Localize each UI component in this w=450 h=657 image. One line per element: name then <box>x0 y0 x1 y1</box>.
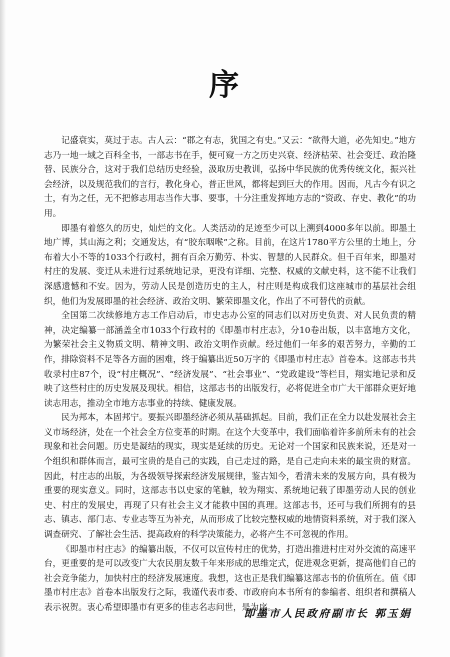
preface-title: 序 <box>209 68 241 103</box>
paragraph-5: 《即墨市村庄志》的编纂出版，不仅可以宣传村庄的优势，打造出推进村庄对外交流的高速平台，更重要的是可以改变广大农民朋友数千年来形成的思维定式，促进观念更新，提高他们自己的社会竞争能力，加快村庄的经济发展速度。我想，这也正是我们编纂这部志书的价值所在。值《即墨市村庄志》首卷本出版发行之际，我谨代表市委、市政府向本书所有的参编者、组织者和撰稿人表示祝贺。衷心希望即墨市有更多的佳志名志问世，是为序。 <box>44 544 416 613</box>
paragraph-4: 民为邦本，本固邦宁。要振兴即墨经济必须从基础抓起。目前，我们正在全力以赴发展社会主义市场经济，处在一个社会全方位变革的时期。在这个大变革中，我们面临着许多前所未有的社会现象和社会问题。历史是凝结的现实，现实是延续的历史。无论对一个国家和民族来说，还是对一个组织和群体而言，最可宝贵的是自己的实践，自己走过的路，是自己走向未来的最宝贵的财富。因此，村庄志的出版，为各级领导探索经济发展规律，鉴古知今，看清未来的发展方向，具有极为重要的现实意义。同时，这部志书以史家的笔触，较为翔实、系统地记载了即墨劳动人民的创业史、村庄的发展史，再现了只有社会主义才能救中国的真理。这部志书，还可与我们所拥有的县志、镇志、部门志、专业志等互为补充，从而形成了比较完整权威的地情资料系统，对于我们深入调查研究、了解社会生活、提高政府的科学决策能力，必将产生不可忽视的作用。 <box>44 413 416 541</box>
paragraph-3: 全国第二次续修地方志工作启动后，市史志办公室的同志们以对历史负责、对人民负责的精神，决定编纂一部涵盖全市1033个行政村的《即墨市村庄志》，分10卷出版，以丰富地方文化，为繁荣社会主义物质文明、精神文明、政治文明作贡献。经过他们一年多的艰苦努力，辛勤的工作，排除资料不足等各方面的困难，终于编纂出近50万字的《即墨市村庄志》首卷本。这部志书共收录村庄87个，设“村庄概况”、“经济发展”、“社会事业”、“党政建设”等栏目，翔实地记录和反映了这些村庄的历史发展及现状。相信，这部志书的出版发行，必将促进全市广大干部群众更好地读志用志，推动全市地方志事业的持续、健康发展。 <box>44 311 416 409</box>
preface-body <box>44 134 416 616</box>
author-signature: 即墨市人民政府副市长 郭玉娟 <box>243 608 412 620</box>
paragraph-2: 即墨有着悠久的历史，灿烂的文化。人类活动的足迹至少可以上溯到4000多年以前。即墨土地广博，其山海之利；交通发达，有“胶东咽喉”之称。目前，在这片1780平方公里的土地上，分布着大小不等的1033个行政村，拥有百余万勤劳、朴实、智慧的人民群众。但千百年来，即墨对村庄的发展、变迁从未进行过系统地记录，更没有详细、完整、权威的文献史料，这不能不让我们深感遗憾和不安。因为，劳动人民是创造历史的主人，村庄则是构成我们这座城市的基层社会组织，他们为发展即墨的社会经济、政治文明、繁荣即墨文化，作出了不可替代的贡献。 <box>44 223 416 307</box>
paragraph-1: 记盛衰实，莫过于志。古人云：“郡之有志，犹国之有史。”又云：“欲得大道，必先知史。”地方志乃一地一域之百科全书，一部志书在手，便可窥一方之历史兴衰、经济枯荣、社会变迁、政治隆替、民族分合，这对于我们总结历史经验，汲取历史教训，弘扬中华民族的优秀传统文化，振兴社会经济，以及规范我们的言行，教化身心，普正世风，都将起到巨大的作用。因而，凡古今有识之士，有为之任，无不把修志用志当作大事、要事，十分注重发挥地方志的“资政、存史、教化”的功用。 <box>44 136 416 219</box>
